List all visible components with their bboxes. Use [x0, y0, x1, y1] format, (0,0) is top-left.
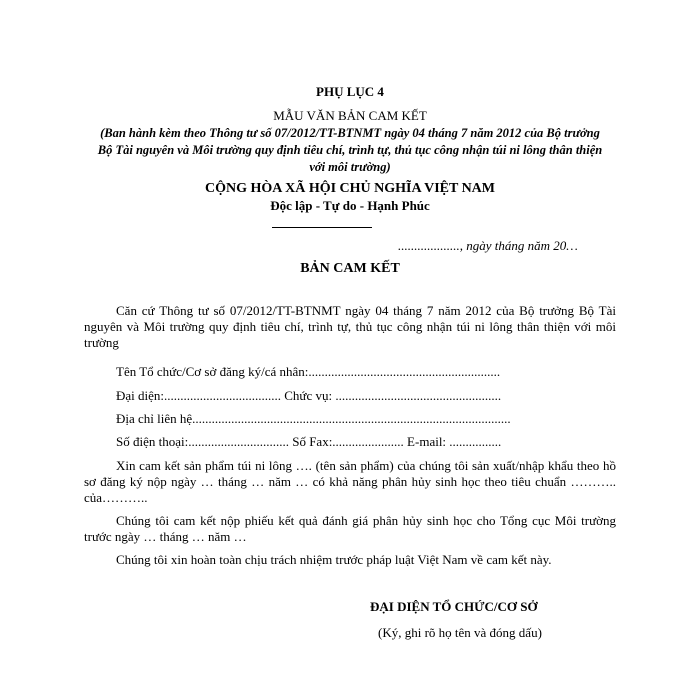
representative-field: Đại diện:.................................... Chức vụ: ................................................... [116, 388, 502, 403]
motto-underline [272, 227, 372, 228]
form-title: MẪU VĂN BẢN CAM KẾT [273, 108, 427, 123]
issued-note-line-1: (Ban hành kèm theo Thông tư số 07/2012/TT-BTNMT ngày 04 tháng 7 năm 2012 của Bộ trưởng [100, 126, 600, 140]
appendix-title: PHỤ LỤC 4 [316, 84, 384, 99]
date-line: ..................., ngày tháng năm 20… [398, 238, 578, 253]
country-name: CỘNG HÒA XÃ HỘI CHỦ NGHĨA VIỆT NAM [204, 181, 495, 196]
commitment-paragraph-1: Xin cam kết sản phẩm túi ni lông …. (tên sản phẩm) của chúng tôi sản xuất/nhập khẩu theo hồ sơ đăng ký nộp ngày … tháng … năm … có khả năng phân hủy sinh học theo tiêu chuẩn ……….. của……….. [84, 458, 616, 505]
issued-note-line-2: Bộ Tài nguyên và Môi trường quy định tiêu chí, trình tự, thủ tục công nhận túi ni lông thân thiện [97, 143, 603, 157]
document-title: BẢN CAM KẾT [300, 261, 400, 276]
national-motto: Độc lập - Tự do - Hạnh Phúc [270, 198, 430, 213]
address-field: Địa chỉ liên hệ.................................................................................................. [116, 411, 511, 426]
issued-note-line-3: với môi trường) [309, 160, 391, 174]
contacts-field: Số điện thoại:............................... Số Fax:...................... E-mail: ................ [116, 434, 502, 449]
commitment-paragraph-2: Chúng tôi cam kết nộp phiếu kết quả đánh giá phân hủy sinh học cho Tổng cục Môi trường trước ngày … tháng … năm … [84, 513, 616, 544]
signature-title: ĐẠI DIỆN TỔ CHỨC/CƠ SỞ [370, 599, 538, 614]
org-name-field: Tên Tổ chức/Cơ sở đăng ký/cá nhân:........................................................... [116, 364, 501, 379]
commitment-paragraph-3: Chúng tôi xin hoàn toàn chịu trách nhiệm trước pháp luật Việt Nam về cam kết này. [116, 552, 552, 567]
intro-paragraph: Căn cứ Thông tư số 07/2012/TT-BTNMT ngày 04 tháng 7 năm 2012 của Bộ trưởng Bộ Tài nguyên và Môi trường quy định tiêu chí, trình tự, thủ tục công nhận túi ni lông thân thiện với môi trường [84, 303, 616, 350]
signature-note: (Ký, ghi rõ họ tên và đóng dấu) [378, 625, 542, 640]
